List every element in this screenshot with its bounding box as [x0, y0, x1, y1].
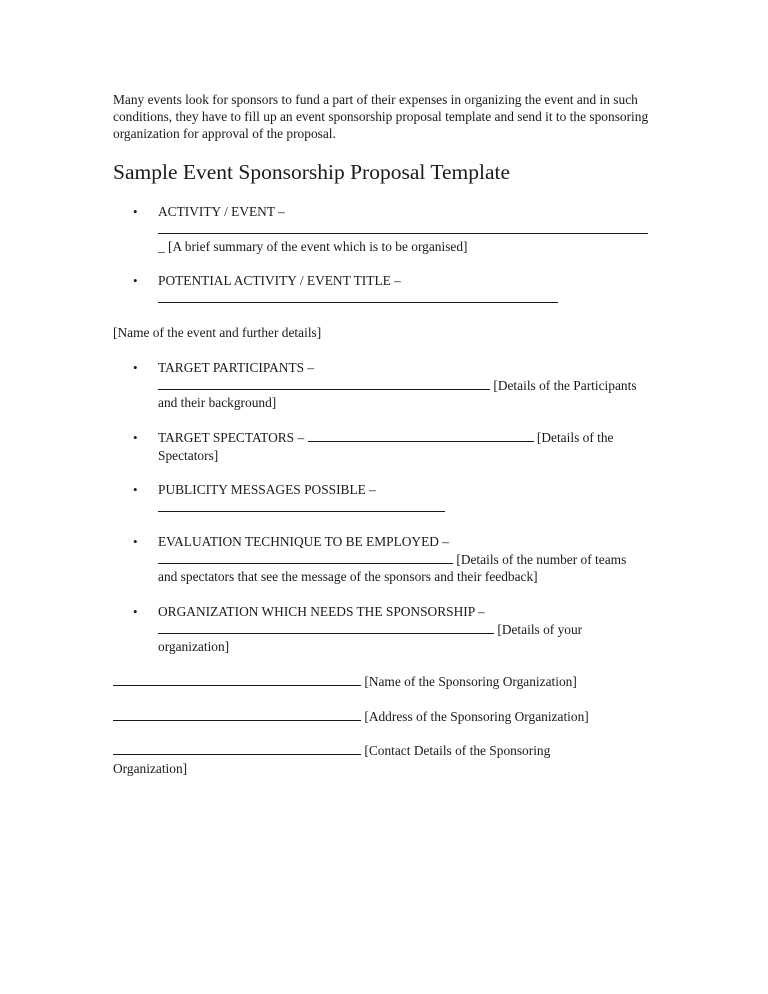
evaluation-label: EVALUATION TECHNIQUE TO BE EMPLOYED –: [158, 534, 449, 549]
event-name-note: [Name of the event and further details]: [113, 325, 322, 340]
sponsor-address-blank-line: [113, 708, 361, 721]
potential-title-label: POTENTIAL ACTIVITY / EVENT TITLE –: [158, 273, 401, 288]
evaluation-note: [Details of the number of teams: [456, 551, 627, 567]
spectators-blank-line: [308, 429, 534, 442]
document-title: Sample Event Sponsorship Proposal Template: [113, 160, 511, 184]
organization-label: ORGANIZATION WHICH NEEDS THE SPONSORSHIP –: [158, 604, 485, 619]
activity-note: _ [A brief summary of the event which is to be organised]: [158, 239, 468, 254]
sponsor-contact-blank-line: [113, 742, 361, 755]
list-item-activity: [158, 203, 658, 256]
evaluation-note-continued: and spectators that see the message of the sponsors and their feedback]: [158, 569, 538, 584]
potential-title-blank-line: [158, 290, 658, 308]
spectators-note-continued: Spectators]: [158, 447, 219, 463]
publicity-label: PUBLICITY MESSAGES POSSIBLE –: [158, 482, 376, 497]
sponsor-contact-note-continued: Organization]: [113, 760, 188, 776]
bullet-icon: •: [133, 534, 138, 549]
sponsor-name-row: [113, 673, 673, 691]
list-item-publicity: [158, 481, 658, 516]
sponsor-address-row: [113, 708, 673, 726]
bullet-icon: •: [133, 360, 138, 375]
sponsor-name-blank-line: [113, 673, 361, 686]
sponsor-name-note: [Name of the Sponsoring Organization]: [364, 674, 577, 689]
evaluation-blank-line: [158, 551, 453, 564]
participants-note-continued: and their background]: [158, 395, 277, 410]
sponsor-contact-note: [Contact Details of the Sponsoring: [364, 743, 551, 758]
spectators-label: TARGET SPECTATORS –: [158, 430, 305, 445]
participants-note: [Details of the Participants: [493, 377, 637, 393]
participants-blank-line: [158, 377, 490, 390]
participants-line-row: [158, 377, 658, 395]
evaluation-line-row: [158, 551, 658, 569]
activity-blank-line: [158, 221, 658, 239]
bullet-icon: •: [133, 482, 138, 497]
spectators-line-row: [158, 429, 658, 447]
organization-line-row: [158, 621, 658, 639]
list-item-spectators: [158, 429, 658, 464]
sponsor-contact-row: [113, 742, 673, 777]
spectators-note: [Details of the: [536, 430, 614, 445]
publicity-blank-line: [158, 499, 658, 517]
bullet-icon: •: [133, 604, 138, 619]
list-item-organization: [158, 603, 658, 656]
list-item-potential-title: [158, 272, 658, 307]
organization-blank-line: [158, 621, 494, 634]
bullet-icon: •: [133, 430, 138, 445]
participants-label: TARGET PARTICIPANTS –: [158, 360, 315, 375]
organization-note-continued: organization]: [158, 639, 230, 654]
activity-label: ACTIVITY / EVENT –: [158, 204, 285, 219]
sponsor-address-note: [Address of the Sponsoring Organization]: [364, 709, 589, 724]
intro-paragraph: Many events look for sponsors to fund a part of their expenses in organizing the event and in such conditions, they have to fill up an event sponsorship proposal template and send it to the sponsoring organization for approval of the proposal.: [113, 92, 649, 141]
bullet-icon: •: [133, 204, 138, 219]
list-item-participants: [158, 359, 658, 412]
list-item-evaluation: [158, 533, 658, 586]
organization-note: [Details of your: [497, 621, 583, 637]
bullet-icon: •: [133, 273, 138, 288]
sponsor-contact-line-row: [113, 742, 673, 760]
